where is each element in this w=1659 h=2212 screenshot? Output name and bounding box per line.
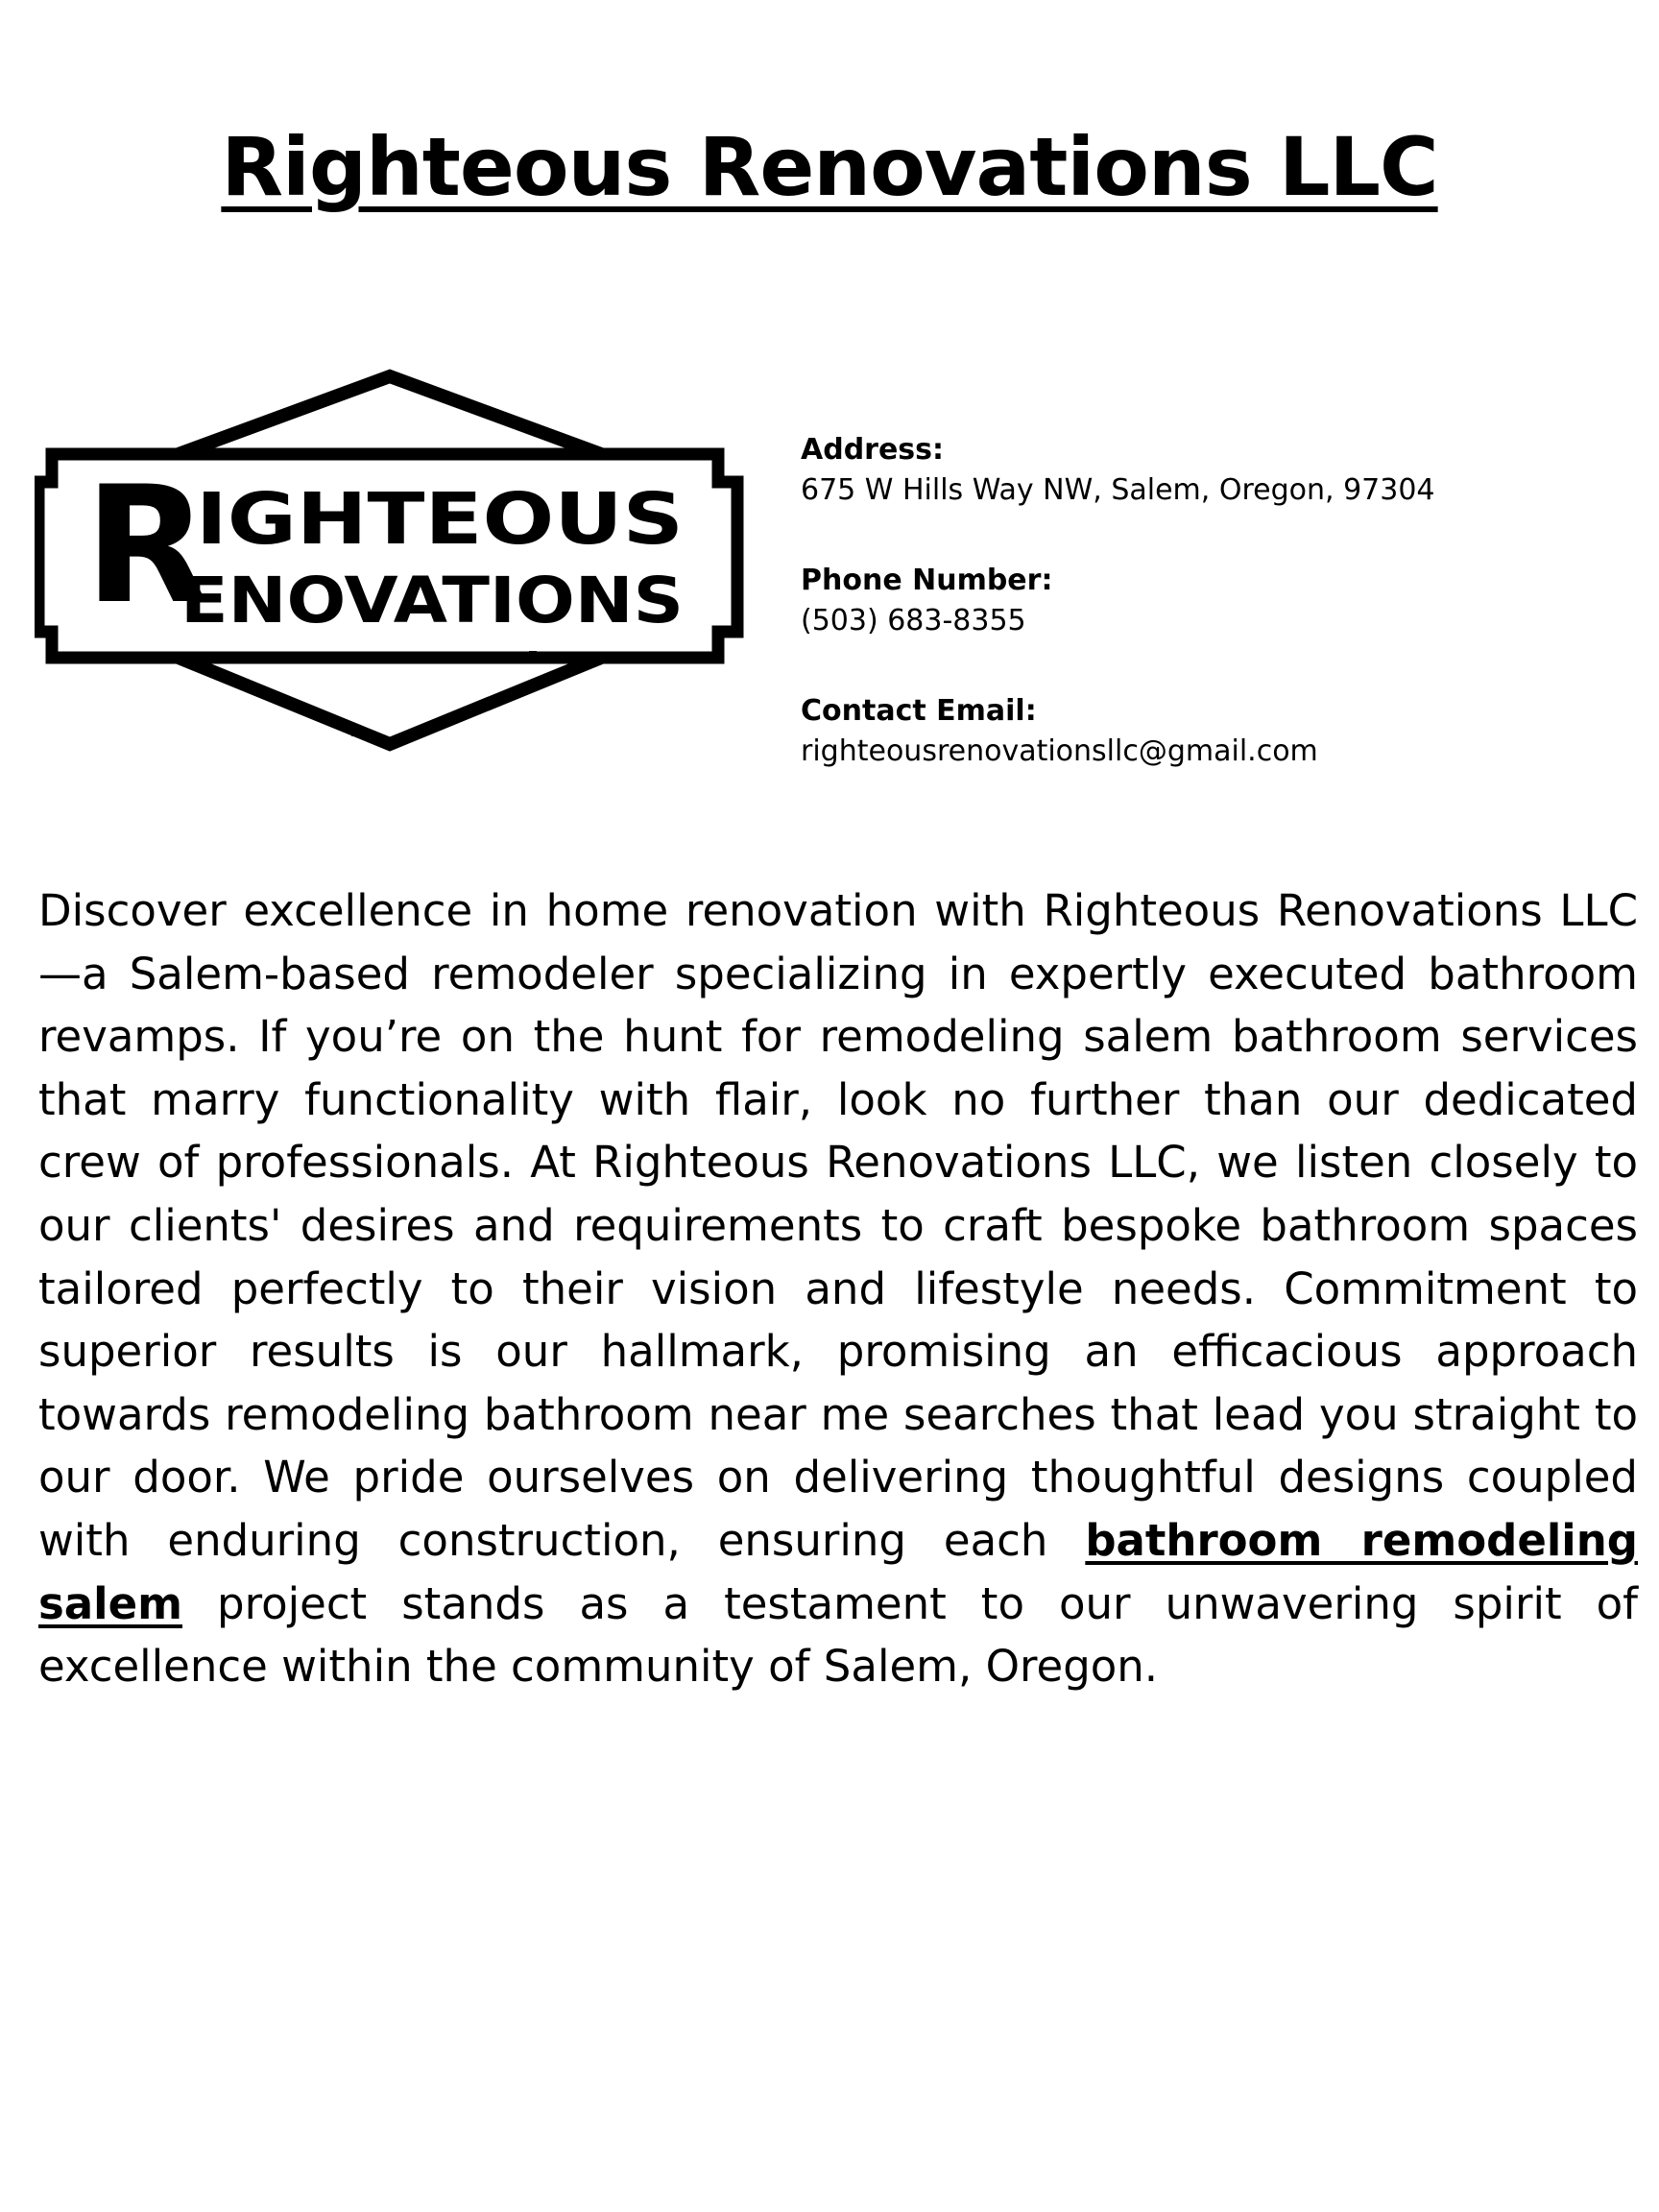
company-logo — [35, 365, 745, 768]
contact-info — [801, 430, 1626, 822]
phone-label: Phone Number: — [801, 564, 1053, 597]
description-text-start: Discover excellence in home renovation with Righteous Renovations LLC—a Salem-based remodeler specializing in expertly executed bathroom revamps. If you’re on the hunt for remodeling salem bathroom services that marry functionality with flair, look no further than our dedicated crew of professionals. At Righteous Renovations LLC, we listen closely to our clients' desires and requirements to craft bespoke bathroom spaces tailored perfectly to their vision and lifestyle needs. Commitment to superior results is our hallmark, promising an efficacious approach towards remodeling bathroom near me searches that lead you straight to our door. We pride ourselves on delivering thoughtful designs coupled with enduring construction, ensuring each — [38, 885, 1638, 1566]
phone-value: (503) 683-8355 — [801, 604, 1026, 637]
page-title: Righteous Renovations LLC — [221, 120, 1438, 214]
logo-initial: R — [84, 451, 209, 639]
email-block — [801, 691, 1626, 772]
address-block — [801, 430, 1626, 511]
logo-line2: ENOVATIONS — [180, 564, 684, 637]
phone-block — [801, 561, 1626, 641]
email-value: righteousrenovationsllc@gmail.com — [801, 734, 1318, 768]
description-paragraph — [38, 879, 1638, 1698]
description-text-end: project stands as a testament to our unwavering spirit of excellence within the community of Salem, Oregon. — [38, 1577, 1638, 1693]
address-value: 675 W Hills Way NW, Salem, Oregon, 97304 — [801, 473, 1435, 507]
address-label: Address: — [801, 433, 945, 467]
email-label: Contact Email: — [801, 694, 1037, 728]
logo-line1: IGHTEOUS — [196, 478, 684, 561]
bathroom-remodeling-salem-link[interactable]: bathroom remodeling salem — [38, 1514, 1638, 1629]
